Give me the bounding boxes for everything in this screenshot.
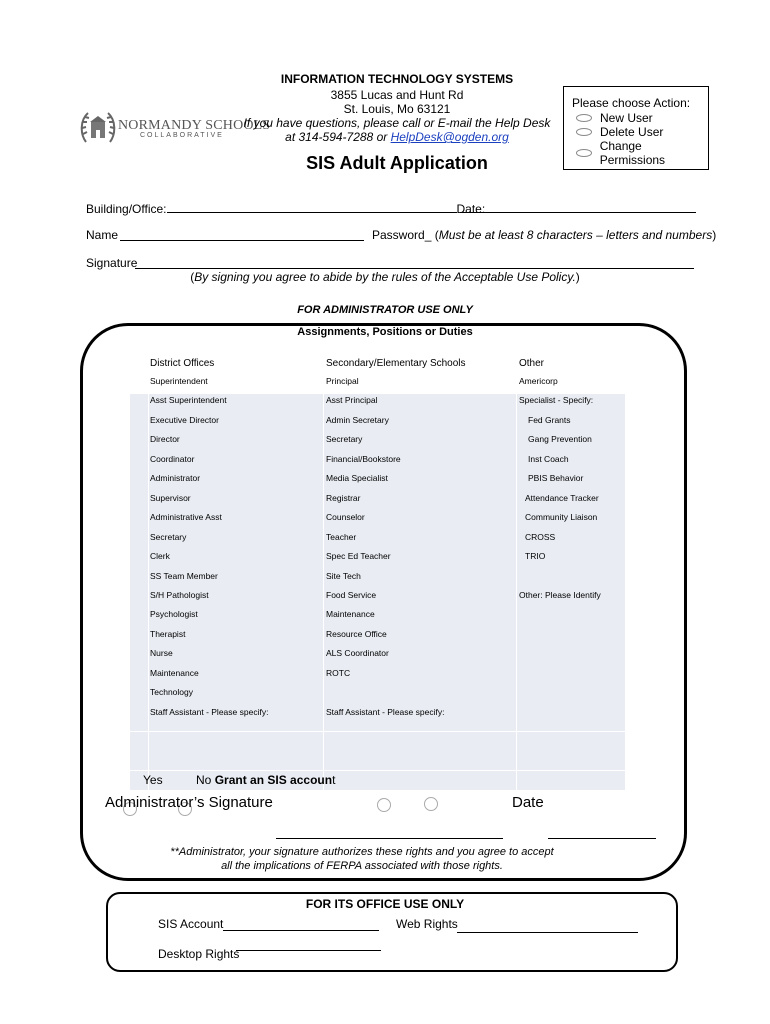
name-row <box>86 228 118 242</box>
grant-label-end: t <box>332 773 336 787</box>
password-note-open: ( <box>431 228 439 242</box>
assignment-option[interactable]: Therapist <box>150 628 186 639</box>
grant-label: Grant an SIS <box>214 773 287 787</box>
assignment-option[interactable]: Asst Superintendent <box>150 395 227 406</box>
address-line-2: St. Louis, Mo 63121 <box>343 102 451 116</box>
assignment-option[interactable]: Secretary <box>150 531 187 542</box>
signature-rule: By signing you agree to abide by the rules of the Acceptable Use Policy. <box>194 270 576 284</box>
assignment-option[interactable]: CROSS <box>525 531 556 542</box>
logo-name: NORMANDY SCHOOLS <box>118 118 271 133</box>
assignment-option[interactable]: Admin Secretary <box>326 414 389 425</box>
action-title: Please choose Action: <box>572 96 691 110</box>
assignment-option[interactable]: Principal <box>326 376 359 386</box>
assignment-option[interactable]: Registrar <box>326 492 361 503</box>
name-label: Name <box>86 228 119 242</box>
ferpa-note-1: **Administrator, your signature authorizes these rights and you agree to accept <box>170 846 554 858</box>
column-header-schools: Secondary/Elementary Schools <box>326 358 466 369</box>
assignment-option[interactable]: Maintenance <box>150 667 199 678</box>
option-radio[interactable] <box>377 798 391 812</box>
password-rule: Must be at least 8 characters – letters and numbers <box>438 228 713 242</box>
assignment-option[interactable]: Attendance Tracker <box>525 492 599 503</box>
assignment-option[interactable]: Other: Please Identify <box>519 589 601 600</box>
help-desk-note: If you have questions, please call or E-mail the Help Desk <box>243 116 551 130</box>
signature-field[interactable] <box>135 256 694 269</box>
password-row <box>372 228 716 242</box>
org-title: INFORMATION TECHNOLOGY SYSTEMS <box>280 72 514 86</box>
page-title: SIS Adult Application <box>306 153 488 173</box>
admin-subheading: Assignments, Positions or Duties <box>297 326 473 338</box>
assignment-option[interactable]: Director <box>150 434 180 445</box>
column-header-district: District Offices <box>150 358 215 369</box>
assignment-option[interactable]: Psychologist <box>150 609 198 620</box>
building-field[interactable] <box>167 200 457 213</box>
admin-date-label: Date <box>512 794 544 811</box>
assignment-option[interactable]: Supervisor <box>150 492 191 503</box>
assignment-option[interactable]: Secretary <box>326 434 363 445</box>
its-heading: FOR ITS OFFICE USE ONLY <box>305 897 465 911</box>
signature-note-open: ( <box>190 270 195 284</box>
assignment-option[interactable]: Resource Office <box>326 628 387 639</box>
assignment-option[interactable]: Specialist - Specify: <box>519 395 594 406</box>
desktop-rights-field[interactable] <box>236 950 381 951</box>
assignment-option[interactable]: Financial/Bookstore <box>326 453 401 464</box>
assignment-option[interactable]: Community Liaison <box>525 512 598 523</box>
assignment-option[interactable]: Superintendent <box>150 376 208 386</box>
assignment-option[interactable]: SS Team Member <box>150 570 218 581</box>
radio-oval-icon[interactable] <box>576 114 592 122</box>
radio-oval-icon[interactable] <box>576 149 592 157</box>
assignment-option[interactable]: Food Service <box>326 589 377 600</box>
assignment-option[interactable]: Staff Assistant - Please specify: <box>150 706 269 717</box>
assignment-option[interactable]: Administrator <box>150 473 201 484</box>
assignment-option[interactable]: Americorp <box>519 376 558 386</box>
password-note-close: ) <box>712 228 717 242</box>
building-label: Building/Office: <box>86 202 167 216</box>
action-new-user[interactable] <box>576 111 653 125</box>
admin-signature-label: Administrator’s Signature <box>105 794 273 811</box>
signature-note <box>0 270 770 284</box>
web-rights-field[interactable] <box>457 932 638 933</box>
assignment-option[interactable]: Coordinator <box>150 453 195 464</box>
password-label: Password_ <box>372 228 432 242</box>
signature-note-close: ) <box>575 270 580 284</box>
action-delete-user[interactable] <box>576 125 663 139</box>
assignment-option[interactable]: Counselor <box>326 512 365 523</box>
assignment-option[interactable]: Teacher <box>326 531 357 542</box>
sis-account-label: SIS Account <box>158 917 224 931</box>
assignment-option[interactable]: Site Tech <box>326 570 361 581</box>
assignment-option[interactable]: ALS Coordinator <box>326 648 389 659</box>
assignment-option[interactable]: Staff Assistant - Please specify: <box>326 706 445 717</box>
logo-subtitle: COLLABORATIVE <box>140 132 224 139</box>
assignment-option[interactable]: Media Specialist <box>326 473 388 484</box>
grant-row <box>196 773 335 787</box>
admin-date-field[interactable] <box>548 838 656 839</box>
grant-no-label: No <box>196 773 212 787</box>
assignment-option[interactable]: PBIS Behavior <box>528 473 584 484</box>
help-desk-email-link[interactable]: HelpDesk@ogden.org <box>390 130 509 144</box>
ferpa-note-2: all the implications of FERPA associated with those rights. <box>221 860 503 872</box>
assignment-option[interactable]: Maintenance <box>326 609 375 620</box>
date-field[interactable] <box>460 200 696 213</box>
assignment-option[interactable]: Gang Prevention <box>528 434 592 445</box>
assignment-option[interactable]: Technology <box>150 687 194 698</box>
grant-label-2: accoun <box>286 773 333 787</box>
signature-label: Signature <box>86 256 138 270</box>
date-label: Date: <box>456 202 486 216</box>
option-radio[interactable] <box>424 797 438 811</box>
laurel-crest-icon <box>78 108 118 148</box>
signature-row <box>86 256 137 270</box>
help-desk-phone: at 314-594-7288 or <box>285 130 391 144</box>
name-field[interactable] <box>120 228 364 241</box>
action-box <box>563 86 709 170</box>
assignment-option[interactable]: TRIO <box>525 551 546 562</box>
grant-yes-label: Yes <box>143 773 163 787</box>
action-option-label: Change Permissions <box>599 139 666 167</box>
assignment-option[interactable]: Inst Coach <box>528 453 569 464</box>
grid-divider <box>130 770 625 771</box>
admin-signature-field[interactable] <box>276 838 503 839</box>
action-option-label: Delete User <box>600 125 664 139</box>
web-rights-label: Web Rights <box>396 917 458 931</box>
assignment-option[interactable]: Fed Grants <box>528 414 571 425</box>
assignment-option[interactable]: Executive Director <box>150 414 219 425</box>
radio-oval-icon[interactable] <box>576 128 592 136</box>
assignment-option[interactable]: ROTC <box>326 667 351 678</box>
assignment-option[interactable]: S/H Pathologist <box>150 589 209 600</box>
desktop-rights-label: Desktop Rights <box>158 947 240 961</box>
address-line-1: 3855 Lucas and Hunt Rd <box>330 88 464 102</box>
building-row <box>86 200 485 216</box>
sis-account-field[interactable] <box>223 930 379 931</box>
admin-heading: FOR ADMINISTRATOR USE ONLY <box>297 304 473 316</box>
assignment-option[interactable]: Clerk <box>150 551 170 562</box>
action-change-permissions[interactable] <box>576 139 708 167</box>
assignment-option[interactable]: Spec Ed Teacher <box>326 551 391 562</box>
grid-divider <box>130 731 625 732</box>
column-header-other: Other <box>519 358 545 369</box>
assignment-option[interactable]: Administrative Asst <box>150 512 222 523</box>
action-option-label: New User <box>600 111 653 125</box>
assignment-option[interactable]: Asst Principal <box>326 395 378 406</box>
assignment-option[interactable]: Nurse <box>150 648 173 659</box>
